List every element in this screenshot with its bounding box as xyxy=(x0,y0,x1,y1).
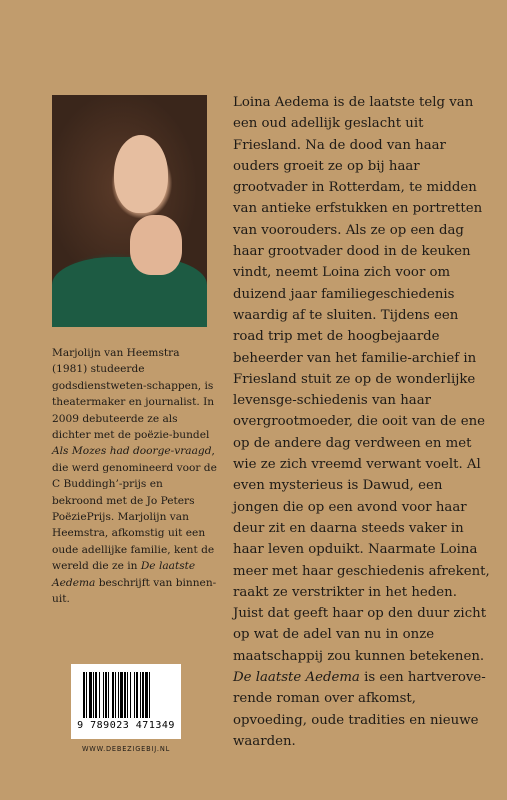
bio-text-3: beschrijft van binnen-uit. xyxy=(52,576,217,606)
barcode-bar xyxy=(134,672,135,718)
barcode-bar xyxy=(95,672,97,718)
barcode-bar xyxy=(103,672,104,718)
barcode-bar xyxy=(86,672,87,718)
barcode-bar xyxy=(108,672,109,718)
barcode xyxy=(71,664,181,739)
blurb-main: Loina Aedema is de laatste telg van een oud adellijk geslacht uit Friesland. Na de dood van haar ouders groeit ze op bij haar grootvader in Rotterdam, te midden van antieke erfstukken en portretten van voorouders. Als ze op een dag haar grootvader dood in de keuken vindt, neemt Loina zich voor om duizend jaar familiegeschiedenis waardig af te sluiten. Tijdens een road trip met de hoogbejaarde beheerder van het familie-archief in Friesland stuit ze op de wonderlijke levensge-schiedenis van haar overgrootmoeder, die ooit van de ene op de andere dag verdween en met wie ze zich vreemd verwant voelt. Al even mysterieus is Dawud, een jongen die op een avond voor haar deur zit en daarna steeds vaker in haar leven opduikt. Naarmate Loina meer met haar geschiedenis afrekent, raakt ze verstrikter in het heden. Juist dat geeft haar op den duur zicht op wat de adel van nu in onze maatschappij zou kunnen betekenen. xyxy=(233,95,490,664)
photo-sweater xyxy=(52,257,207,327)
bio-text-2: , die werd genomineerd voor de C Buddingh’-prijs en bekroond met de Jo Peters PoëziePrijs. Marjolijn van Heemstra, afkomstig uit een oude adellijke familie, kent de wereld die ze in xyxy=(52,445,217,573)
photo-face xyxy=(114,135,168,213)
barcode-bar xyxy=(142,672,144,718)
author-bio xyxy=(52,345,217,608)
barcode-bar xyxy=(136,672,138,718)
barcode-bar xyxy=(105,672,107,718)
barcode-bar xyxy=(118,672,119,718)
barcode-bar xyxy=(93,672,94,718)
barcode-bar xyxy=(83,672,85,718)
barcode-bar xyxy=(89,672,92,718)
barcode-bar xyxy=(115,672,116,718)
bio-book-title-2: De laatste Aedema xyxy=(52,560,196,589)
blurb-closing: is een hartverove-rende roman over afkomst, opvoeding, oude tradities en nieuwe waarden. xyxy=(233,670,486,749)
author-photo xyxy=(52,95,207,327)
book-blurb xyxy=(233,92,491,752)
barcode-bars xyxy=(83,672,169,718)
barcode-bar xyxy=(120,672,123,718)
barcode-bar xyxy=(99,672,100,718)
barcode-bar xyxy=(149,672,150,718)
bio-text-1: Marjolijn van Heemstra (1981) studeerde godsdienstweten-schappen, is theatermaker en journalist. In 2009 debuteerde ze als dichter met de poëzie-bundel xyxy=(52,347,215,442)
barcode-bar xyxy=(130,672,131,718)
barcode-number: 9 789023 471349 xyxy=(77,720,175,731)
barcode-bar xyxy=(112,672,114,718)
barcode-bar xyxy=(124,672,126,718)
barcode-bar xyxy=(127,672,128,718)
barcode-bar xyxy=(145,672,148,718)
bio-book-title-1: Als Mozes had doorge-vraagd xyxy=(52,445,212,458)
publisher-website: WWW.DEBEZIGEBIJ.NL xyxy=(81,745,171,753)
blurb-book-title: De laatste Aedema xyxy=(233,670,360,686)
photo-hand xyxy=(130,215,182,275)
barcode-bar xyxy=(140,672,141,718)
